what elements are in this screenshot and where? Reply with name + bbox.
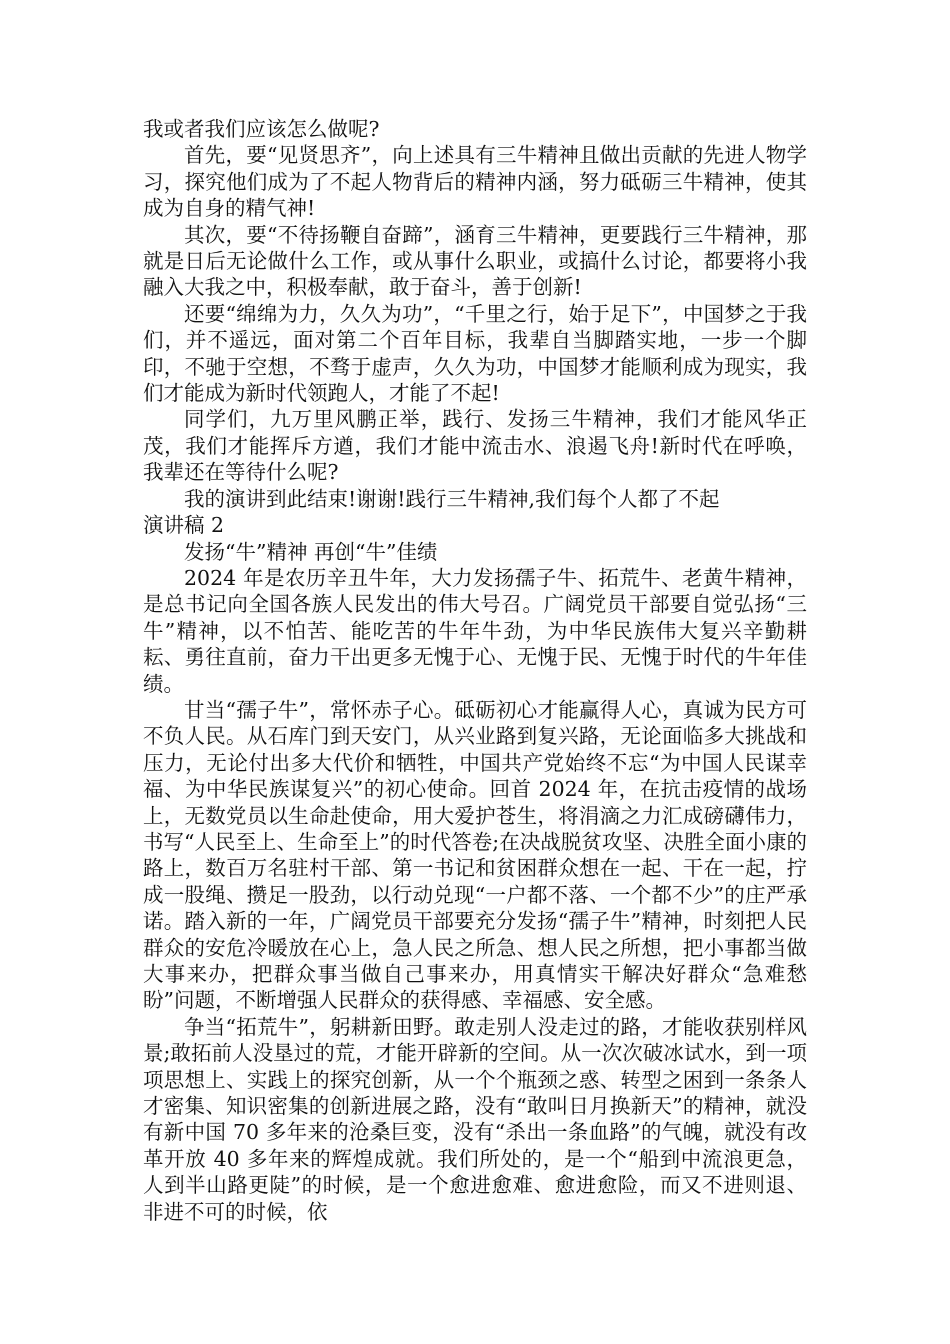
paragraph-2: 首先，要“见贤思齐”，向上述具有三牛精神且做出贡献的先进人物学习，探究他们成为了不起人物背后的精神内涵，努力砥砺三牛精神，使其成为自身的精气神! bbox=[143, 143, 807, 221]
paragraph-11: 争当“拓荒牛”，躬耕新田野。敢走别人没走过的路，才能收获别样风景;敢拓前人没垦过的荒，才能开辟新的空间。从一次次破冰试水，到一项项思想上、实践上的探究创新，从一个个瓶颈之惑、转型之困到一条条人才密集、知识密集的创新进展之路，没有“敢叫日月换新天”的精神，就没有新中国 70 多年来的沧桑巨变，没有“杀出一条血路”的气魄，就没有改革开放 40 多年来的辉煌成就。我们所处的，是一个“船到中流浪更急，人到半山路更陡”的时候，是一个愈进愈难、愈进愈险，而又不进则退、非进不可的时候，依 bbox=[143, 1014, 807, 1224]
paragraph-3: 其次，要“不待扬鞭自奋蹄”，涵育三牛精神，更要践行三牛精神，那就是日后无论做什么工作，或从事什么职业，或搞什么讨论，都要将小我融入大我之中，积极奉献，敢于奋斗，善于创新! bbox=[143, 222, 807, 300]
paragraph-1: 我或者我们应该怎么做呢? bbox=[143, 117, 380, 141]
document-page bbox=[143, 116, 807, 1225]
paragraph-6: 我的演讲到此结束!谢谢!践行三牛精神,我们每个人都了不起 bbox=[184, 486, 720, 511]
section-heading: 演讲稿 2 bbox=[143, 513, 225, 538]
paragraph-5: 同学们，九万里风鹏正举，践行、发扬三牛精神，我们才能风华正茂，我们才能挥斥方遒，我们才能中流击水、浪遏飞舟!新时代在呼唤，我辈还在等待什么呢? bbox=[143, 407, 807, 485]
paragraph-10: 甘当“孺子牛”，常怀赤子心。砥砺初心才能赢得人心，真诚为民方可不负人民。从石库门到天安门，从兴业路到复兴路，无论面临多大挑战和压力，无论付出多大代价和牺牲，中国共产党始终不忘“为中国人民谋幸福、为中华民族谋复兴”的初心使命。回首 2024 年，在抗击疫情的战场上，无数党员以生命赴使命，用大爱护苍生，将涓滴之力汇成磅礴伟力，书写“人民至上、生命至上”的时代答卷;在决战脱贫攻坚、决胜全面小康的路上，数百万名驻村干部、第一书记和贫困群众想在一起、干在一起，拧成一股绳、攒足一股劲，以行动兑现“一户都不落、一个都不少”的庄严承诺。踏入新的一年，广阔党员干部要充分发扬“孺子牛”精神，时刻把人民群众的安危冷暖放在心上，急人民之所急、想人民之所想，把小事都当做大事来办，把群众事当做自己事来办，用真情实干解决好群众“急难愁盼”问题，不断增强人民群众的获得感、幸福感、安全感。 bbox=[143, 697, 807, 1013]
paragraph-4: 还要“绵绵为力，久久为功”，“千里之行，始于足下”，中国梦之于我们，并不遥远，面对第二个百年目标，我辈自当脚踏实地，一步一个脚印，不驰于空想，不骛于虚声，久久为功，中国梦才能顺利成为现实，我们才能成为新时代领跑人，才能了不起! bbox=[143, 301, 807, 406]
speech-title: 发扬“牛”精神 再创“牛”佳绩 bbox=[184, 539, 438, 564]
paragraph-9: 2024 年是农历辛丑牛年，大力发扬孺子牛、拓荒牛、老黄牛精神，是总书记向全国各族人民发出的伟大号召。广阔党员干部要自觉弘扬“三牛”精神，以不怕苦、能吃苦的牛年牛劲，为中华民族伟大复兴辛勤耕耘、勇往直前，奋力干出更多无愧于心、无愧于民、无愧于时代的牛年佳绩。 bbox=[143, 565, 807, 696]
